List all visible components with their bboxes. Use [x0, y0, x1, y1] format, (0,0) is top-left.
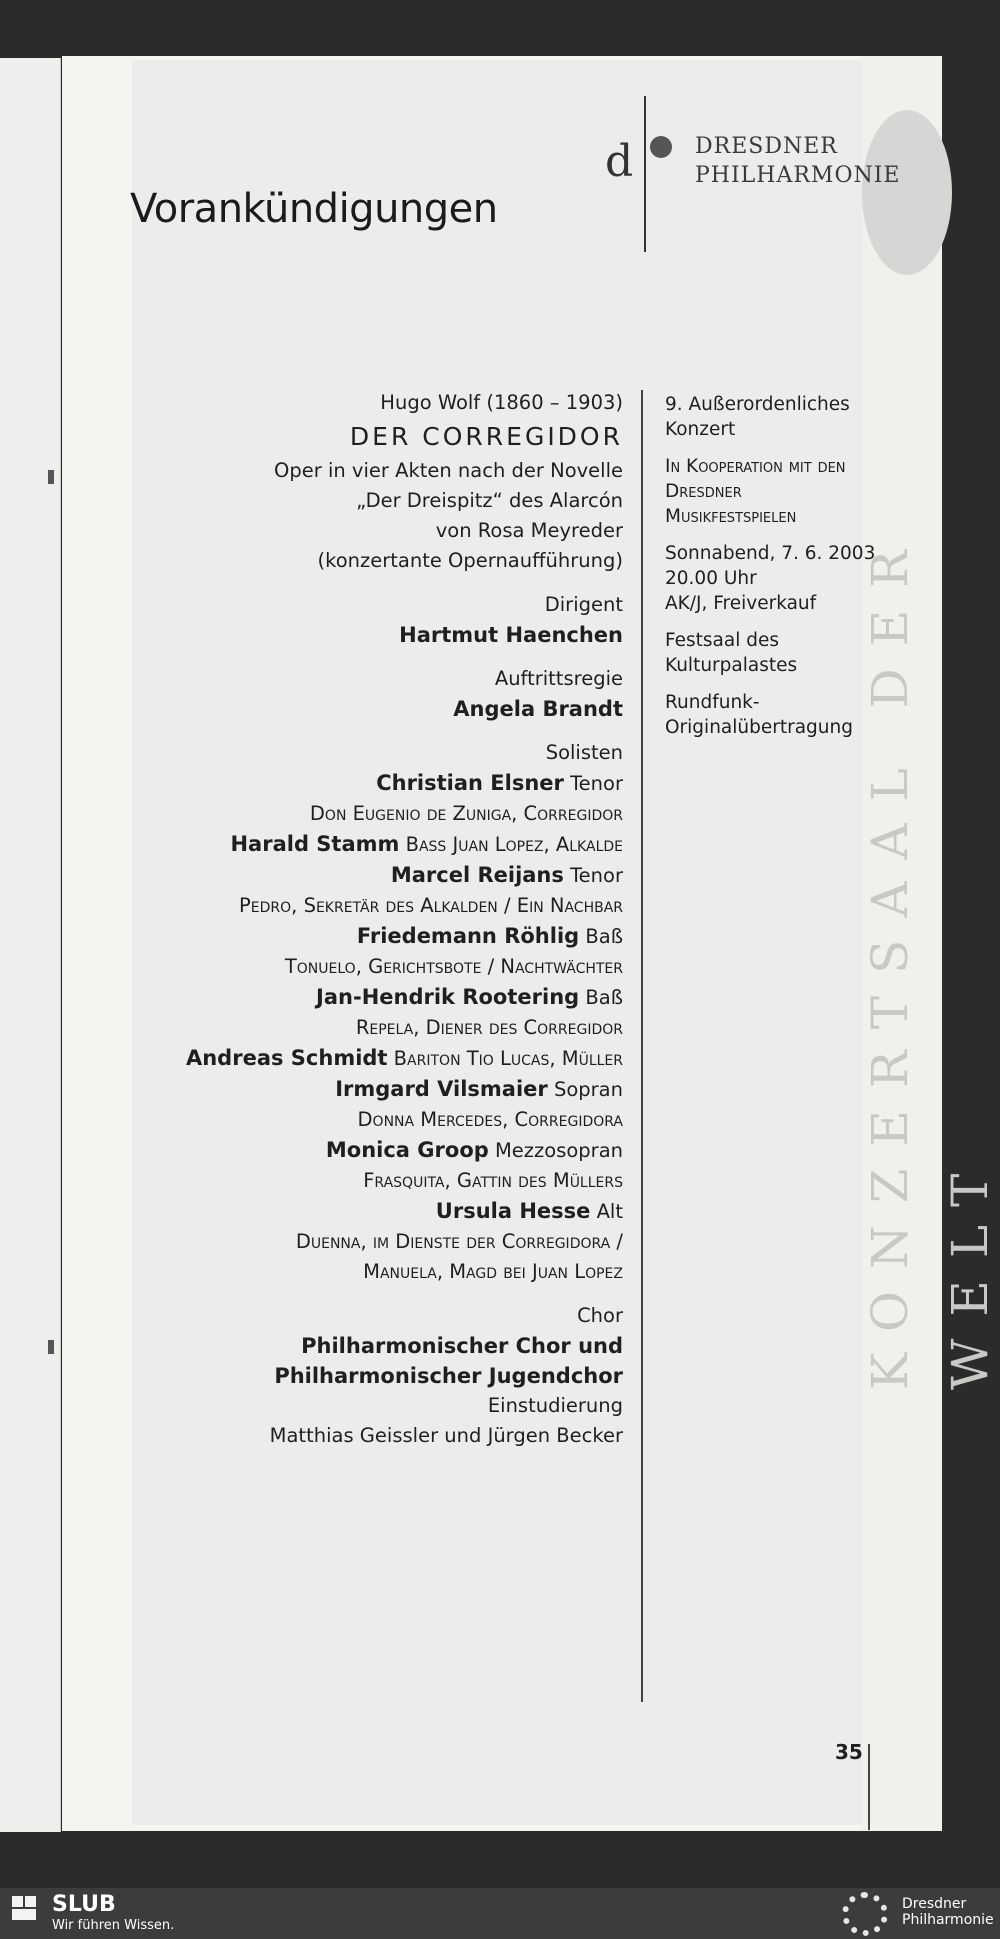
credit-text: Auftrittsregie [494, 667, 623, 690]
info-block [665, 392, 925, 442]
credit-line [140, 1135, 623, 1166]
page-edge-mark [48, 1340, 54, 1354]
info-line: 20.00 Uhr [665, 568, 757, 589]
voice-role-text: Mezzosopran [488, 1139, 623, 1162]
spacer [140, 650, 623, 664]
spacer [140, 724, 623, 738]
credit-line [140, 516, 623, 546]
credit-line [140, 1227, 623, 1257]
footer-philharmonie-name [902, 1896, 994, 1928]
credit-line [140, 1301, 623, 1331]
credit-text: Oper in vier Akten nach der Novelle [274, 459, 623, 482]
credit-text: Don Eugenio de Zuniga, Corregidor [309, 802, 623, 825]
credit-line [140, 982, 623, 1013]
credit-line [140, 1257, 623, 1287]
voice-role-text: Bariton Tio Lucas, Müller [387, 1047, 623, 1070]
credit-text: Repela, Diener des Corregidor [355, 1016, 623, 1039]
credit-line [140, 860, 623, 891]
credit-line [140, 388, 623, 418]
dresdner-philharmonie-icon [842, 1892, 888, 1936]
performer-name: Friedemann Röhlig [356, 924, 580, 948]
info-line: Originalübertragung [665, 717, 853, 738]
credit-line [140, 456, 623, 486]
credit-line [140, 1166, 623, 1196]
info-line: AK/J, Freiverkauf [665, 593, 817, 614]
slub-name: SLUB [52, 1892, 116, 1917]
credit-text: Frasquita, Gattin des Müllers [363, 1169, 623, 1192]
credit-text: „Der Dreispitz“ des Alarcón [356, 489, 623, 512]
program-details-column [140, 388, 623, 1451]
credit-line [140, 1043, 623, 1074]
logo-glyph: d [605, 136, 634, 187]
credit-line [140, 738, 623, 768]
credit-text: DER CORREGIDOR [349, 422, 623, 451]
info-block [665, 454, 925, 529]
credit-line [140, 1421, 623, 1451]
info-line: Rundfunk- [665, 692, 760, 713]
credit-text: Hugo Wolf (1860 – 1903) [380, 391, 623, 414]
credit-line [140, 1391, 623, 1421]
credit-line [140, 486, 623, 516]
credit-line [140, 891, 623, 921]
credit-text: Solisten [545, 741, 623, 764]
info-line: Konzert [665, 419, 736, 440]
voice-role-text: Baß Juan Lopez, Alkalde [399, 833, 623, 856]
performer-name: Philharmonischer Chor und [301, 1334, 623, 1358]
credit-text: Donna Mercedes, Corregidora [357, 1108, 623, 1131]
footer-bar [0, 1888, 1000, 1939]
logo-wordmark [695, 132, 901, 190]
info-block [665, 690, 925, 740]
credit-text: Pedro, Sekretär des Alkalden / Ein Nachbar [239, 894, 623, 917]
performer-name: Philharmonischer Jugendchor [274, 1364, 623, 1388]
credit-line [140, 694, 623, 724]
performer-name: Jan-Hendrik Rootering [316, 985, 580, 1009]
voice-role-text: Sopran [547, 1078, 623, 1101]
logo-dot-icon [650, 136, 672, 158]
credit-line [140, 590, 623, 620]
info-line: Festsaal des [665, 630, 779, 651]
performer-name: Ursula Hesse [435, 1199, 591, 1223]
credit-text: Dirigent [544, 593, 623, 616]
footer-dp-line-1: Dresdner [902, 1896, 967, 1912]
credit-line [140, 1361, 623, 1391]
page-title: Vorankündigungen [130, 186, 498, 232]
performer-name: Angela Brandt [453, 697, 623, 721]
credit-line [140, 829, 623, 860]
info-line: Dresdner [665, 481, 742, 502]
logo-line-2: PHILHARMONIE [695, 163, 901, 188]
page-edge-mark [48, 470, 54, 484]
page-number: 35 [835, 1740, 863, 1764]
info-line: Kulturpalastes [665, 655, 798, 676]
credit-text: Chor [577, 1304, 623, 1327]
voice-role-text: Tenor [563, 864, 623, 887]
info-line: Sonnabend, 7. 6. 2003 [665, 543, 876, 564]
info-block [665, 541, 925, 616]
credit-text: von Rosa Meyreder [435, 519, 623, 542]
performer-name: Harald Stamm [230, 832, 400, 856]
credit-line [140, 1196, 623, 1227]
footer-dp-line-2: Philharmonie [902, 1912, 994, 1928]
credit-line [140, 418, 623, 456]
spacer [140, 1287, 623, 1301]
info-line: Musikfestspielen [665, 506, 797, 527]
voice-role-text: Tenor [563, 772, 623, 795]
performer-name: Monica Groop [325, 1138, 489, 1162]
credit-text: (konzertante Opernaufführung) [317, 549, 623, 572]
logo-rule [644, 96, 646, 252]
performer-name: Marcel Reijans [390, 863, 564, 887]
spacer [140, 576, 623, 590]
bleed-through-text: KONZERTSAAL DER WELT [861, 528, 999, 1390]
credit-text: Tonuelo, Gerichtsbote / Nachtwächter [284, 955, 623, 978]
credit-line [140, 952, 623, 982]
logo-line-1: DRESDNER [695, 134, 838, 159]
credit-line [140, 1074, 623, 1105]
page-number-rule [868, 1744, 870, 1830]
performer-name: Christian Elsner [376, 771, 564, 795]
credit-line [140, 620, 623, 650]
credit-line [140, 1105, 623, 1135]
credit-text: Duenna, im Dienste der Corregidora / [295, 1230, 623, 1253]
performer-name: Hartmut Haenchen [399, 623, 623, 647]
slub-tagline: Wir führen Wissen. [52, 1918, 175, 1933]
credit-line [140, 546, 623, 576]
performer-name: Irmgard Vilsmaier [335, 1077, 548, 1101]
info-line: 9. Außerordenliches [665, 394, 850, 415]
info-block [665, 628, 925, 678]
voice-role-text: Baß [579, 986, 623, 1009]
performer-name: Andreas Schmidt [185, 1046, 388, 1070]
info-line: In Kooperation mit den [665, 456, 846, 477]
voice-role-text: Baß [579, 925, 623, 948]
credit-text: Manuela, Magd bei Juan Lopez [363, 1260, 623, 1283]
credit-line [140, 768, 623, 799]
credit-line [140, 1013, 623, 1043]
concert-info-column [665, 392, 925, 752]
credit-line [140, 664, 623, 694]
column-divider [641, 390, 643, 1702]
credit-line [140, 921, 623, 952]
dresdner-philharmonie-logo [605, 96, 901, 256]
credit-text: Einstudierung [487, 1394, 623, 1417]
credit-text: Matthias Geissler und Jürgen Becker [269, 1424, 623, 1447]
credit-line [140, 1331, 623, 1361]
previous-page-edge [0, 58, 61, 1832]
credit-line [140, 799, 623, 829]
slub-logo-icon [12, 1896, 38, 1920]
voice-role-text: Alt [590, 1200, 623, 1223]
